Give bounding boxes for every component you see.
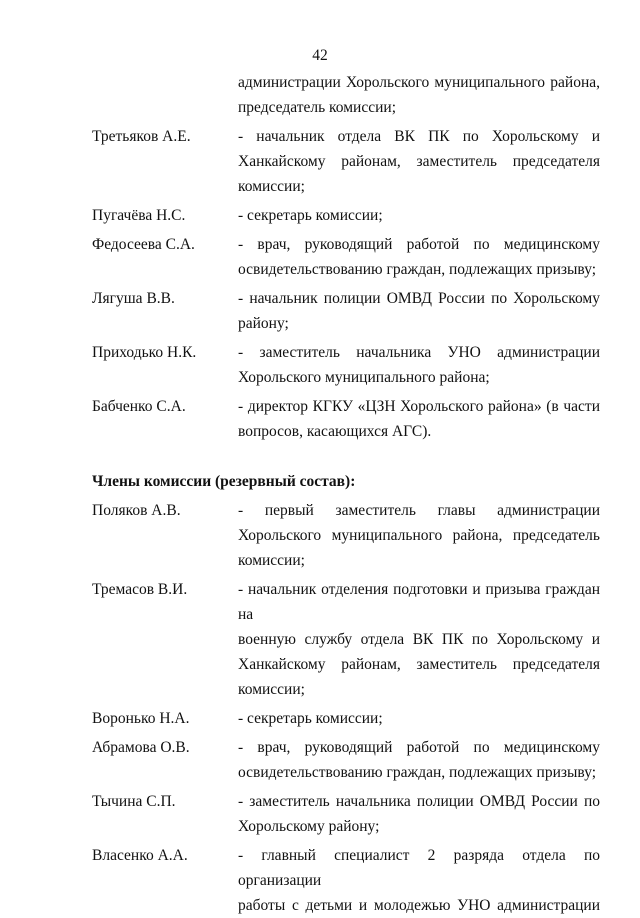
member-role-line: - секретарь комиссии; (238, 207, 383, 224)
member-role (238, 203, 600, 228)
member-name: Третьяков А.Е. (92, 128, 191, 145)
member-role-line: - главный специалист 2 разряда отдела по организации (238, 847, 600, 889)
member-row (92, 498, 600, 573)
member-role-line: комиссии; (238, 681, 305, 698)
member-role (238, 706, 600, 731)
member-role (238, 735, 600, 785)
member-role-line: - директор КГКУ «ЦЗН Хорольского района» (в части (238, 398, 600, 415)
page-number: 42 (312, 47, 328, 64)
member-name: Тычина С.П. (92, 793, 176, 810)
member-row (92, 286, 600, 336)
member-role-line: освидетельствованию граждан, подлежащих призыву; (238, 261, 597, 278)
member-role-line: - врач, руководящий работой по медицинскому (238, 236, 600, 253)
member-row (92, 577, 600, 702)
member-role-line: Ханкайскому районам, заместитель председателя (238, 153, 600, 170)
member-role (238, 124, 600, 199)
member-row (92, 203, 600, 228)
member-name: Воронько Н.А. (92, 710, 190, 727)
member-role-line: - заместитель начальника полиции ОМВД России по (238, 793, 600, 810)
member-role-line: комиссии; (238, 178, 305, 195)
member-role (238, 789, 600, 839)
member-row (92, 735, 600, 785)
member-row (92, 843, 600, 918)
member-role-line: Хорольскому району; (238, 818, 380, 835)
member-row (92, 789, 600, 839)
continuation-text (238, 70, 600, 120)
member-row (92, 706, 600, 731)
member-role-line: - заместитель начальника УНО администрации (238, 344, 600, 361)
member-name: Лягуша В.В. (92, 290, 175, 307)
reserve-members-list (92, 498, 600, 918)
member-name: Пугачёва Н.С. (92, 207, 186, 224)
continuation-line: председатель комиссии; (238, 99, 397, 116)
member-row (92, 340, 600, 390)
member-role (238, 340, 600, 390)
member-role (238, 286, 600, 336)
member-role-line: - начальник отдела ВК ПК по Хорольскому и (238, 128, 600, 145)
member-name: Поляков А.В. (92, 502, 181, 519)
member-row (92, 232, 600, 282)
member-role-line: военную службу отдела ВК ПК по Хорольскому и (238, 631, 600, 648)
member-role-line: работы с детьми и молодежью УНО администрации (238, 897, 600, 914)
member-role (238, 577, 600, 702)
member-name: Бабченко С.А. (92, 398, 186, 415)
member-role-line: комиссии; (238, 552, 305, 569)
member-role-line: Хорольского муниципального района, председатель (238, 527, 600, 544)
member-role (238, 498, 600, 573)
member-name: Тремасов В.И. (92, 581, 188, 598)
member-role-line: - начальник отделения подготовки и призыва граждан на (238, 581, 600, 623)
member-name: Приходько Н.К. (92, 344, 197, 361)
member-row (92, 394, 600, 444)
member-role (238, 232, 600, 282)
member-role-line: Хорольского муниципального района; (238, 369, 490, 386)
member-role-line: - секретарь комиссии; (238, 710, 383, 727)
member-role-line: освидетельствованию граждан, подлежащих призыву; (238, 764, 597, 781)
member-name: Власенко А.А. (92, 847, 188, 864)
member-row (92, 124, 600, 199)
document-body (92, 70, 600, 918)
member-role-line: району; (238, 315, 289, 332)
member-role-line: - врач, руководящий работой по медицинскому (238, 739, 600, 756)
member-role-line: вопросов, касающихся АГС). (238, 423, 432, 440)
member-name: Абрамова О.В. (92, 739, 190, 756)
member-role-line: - первый заместитель главы администрации (238, 502, 600, 519)
reserve-heading: Члены комиссии (резервный состав): (92, 473, 356, 490)
member-name: Федосеева С.А. (92, 236, 195, 253)
continuation-block (92, 70, 600, 120)
member-role (238, 394, 600, 444)
main-members-list (92, 124, 600, 444)
member-role-line: - начальник полиции ОМВД России по Хорольскому (238, 290, 600, 307)
continuation-line: администрации Хорольского муниципального района, (238, 74, 600, 91)
member-role-line: Ханкайскому районам, заместитель председателя (238, 656, 600, 673)
member-role (238, 843, 600, 918)
